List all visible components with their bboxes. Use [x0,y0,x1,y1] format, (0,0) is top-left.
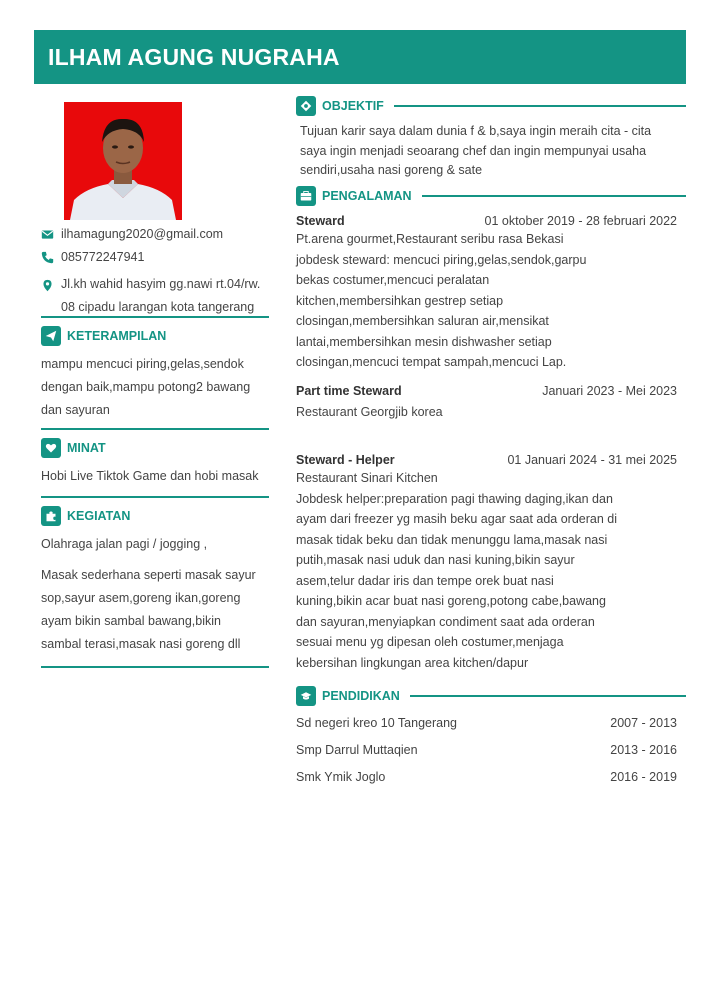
skills-text [41,353,269,422]
job-line: Pt.arena gourmet,Restaurant seribu rasa Bekasi [296,232,564,246]
interests-title: MINAT [67,441,106,455]
objective-section [296,96,686,181]
interests-text: Hobi Live Tiktok Game dan hobi masak [41,469,259,483]
education-item-3 [296,770,677,784]
skills-section [41,316,269,422]
experience-title: PENGALAMAN [322,189,412,203]
job-line: asem,telur dadar iris dan tempe orek buat nasi [296,573,554,588]
contact-phone [41,250,269,267]
contact-email [41,227,269,244]
skills-line: dan sayuran [41,403,110,417]
job-line: kitchen,membersihkan gestrep setiap [296,293,504,308]
activities-line: Olahraga jalan pagi / jogging , [41,537,208,551]
job-entry-1 [296,214,677,373]
job-role: Part time Steward [296,384,402,398]
job-role: Steward - Helper [296,453,395,467]
activities-line: sop,sayur asem,goreng ikan,goreng [41,591,241,605]
target-icon [296,96,316,116]
activities-line: Masak sederhana seperti masak sayur [41,568,256,582]
activities-line: sambal terasi,masak nasi goreng dll [41,637,241,651]
skills-title: KETERAMPILAN [67,329,167,343]
skills-line: mampu mencuci piring,gelas,sendok [41,357,244,371]
job-line: bekas costumer,mencuci peralatan [296,273,490,287]
education-section [296,686,686,706]
school-name: Smk Ymik Joglo [296,770,386,784]
job-line: kebersihan lingkungan area kitchen/dapur [296,655,529,670]
email-icon [41,227,61,244]
job-line: kuning,bikin acar buat nasi goreng,potong cabe,bawang [296,594,606,608]
puzzle-icon [41,506,61,526]
section-divider [41,496,269,498]
header-banner [34,30,686,84]
job-description [296,229,677,373]
candidate-name: ILHAM AGUNG NUGRAHA [48,43,340,70]
job-line: masak tidak beku dan tidak menunggu lama,masak nasi [296,532,608,547]
education-item-1 [296,716,677,730]
job-description [296,402,677,423]
job-dates: 01 Januari 2024 - 31 mei 2025 [507,453,677,467]
job-line: Restaurant Sinari Kitchen [296,471,438,485]
section-divider [41,666,269,668]
contact-address [41,273,269,319]
email-text[interactable]: ilhamagung2020@gmail.com [61,227,224,241]
address-line-2: 08 cipadu larangan kota tangerang [61,300,255,314]
objective-line: Tujuan karir saya dalam dunia f & b,saya ingin meraih cita - cita [300,124,652,138]
objective-line: saya ingin menjadi seoarang chef dan ingin mempunyai usaha [300,143,647,158]
address-line-1: Jl.kh wahid hasyim gg.nawi rt.04/rw. [61,277,261,291]
job-entry-3 [296,453,677,673]
experience-section [296,186,686,206]
job-role: Steward [296,214,345,228]
skills-line: dengan baik,mampu potong2 bawang [41,380,251,394]
job-line: Restaurant Georgjib korea [296,405,443,419]
education-item-2 [296,743,677,757]
section-line [422,195,686,197]
interests-section [41,428,269,488]
activities-title: KEGIATAN [67,509,131,523]
job-line: closingan,membersihkan saluran air,mensikat [296,314,549,328]
job-line: ayam dari freezer yg masih beku agar saat ada orderan di [296,512,618,526]
education-title: PENDIDIKAN [322,689,400,703]
person-portrait-image [64,102,182,220]
graduation-cap-icon [296,686,316,706]
job-description [296,468,677,673]
job-line: dan sayuran,menyiapkan condiment saat ada orderan [296,614,595,629]
job-line: closingan,mencuci tempat sampah,mencuci Lap. [296,355,567,369]
job-line: jobdesk steward: mencuci piring,gelas,sendok,garpu [296,252,587,267]
objective-text [296,122,686,181]
job-dates: Januari 2023 - Mei 2023 [542,384,677,398]
school-years: 2013 - 2016 [610,743,677,757]
heart-icon [41,438,61,458]
objective-line: sendiri,usaha nasi goreng & sate [300,163,483,177]
job-line: sesuai menu yg dipesan oleh costumer,menjaga [296,635,564,649]
section-divider [41,428,269,430]
school-years: 2016 - 2019 [610,770,677,784]
job-line: lantai,membersihkan mesin dishwasher setiap [296,334,552,349]
activities-section [41,496,269,668]
briefcase-icon [296,186,316,206]
section-line [394,105,686,107]
school-years: 2007 - 2013 [610,716,677,730]
phone-icon [41,250,61,267]
profile-photo [64,102,182,220]
section-line [410,695,686,697]
phone-text[interactable]: 085772247941 [61,250,145,264]
location-pin-icon [41,273,61,300]
school-name: Smp Darrul Muttaqien [296,743,418,757]
school-name: Sd negeri kreo 10 Tangerang [296,716,457,730]
job-line: putih,masak nasi uduk dan nasi kuning,bikin sayur [296,553,575,567]
activities-text [41,533,269,656]
activities-line: ayam bikin sambal bawang,bikin [41,614,221,628]
objective-title: OBJEKTIF [322,99,384,113]
paper-plane-icon [41,326,61,346]
job-dates: 01 oktober 2019 - 28 februari 2022 [484,214,677,228]
job-line: Jobdesk helper:preparation pagi thawing daging,ikan dan [296,491,613,506]
job-entry-2 [296,384,677,423]
section-divider [41,316,269,318]
